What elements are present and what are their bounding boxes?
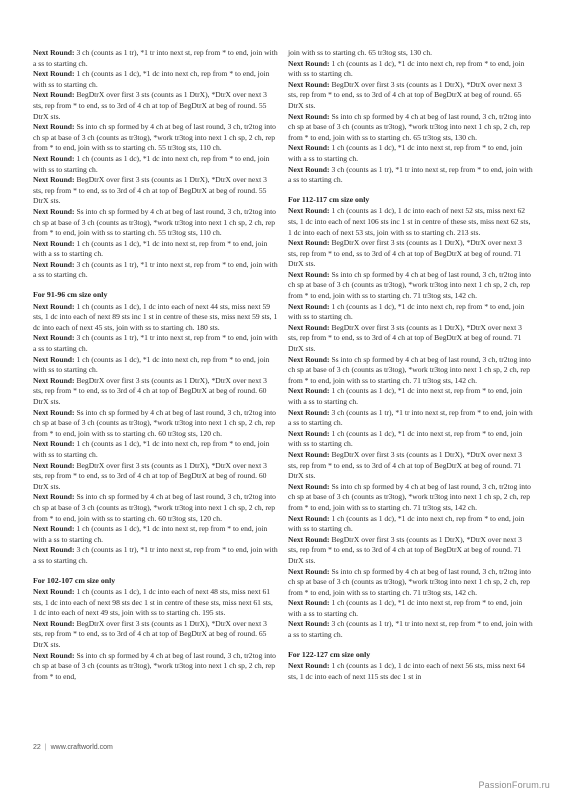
instruction-text: 3 ch (counts as 1 tr), *1 tr into next st, rep from * to end, join with a ss to starting ch. bbox=[288, 164, 533, 185]
instruction-text: 1 ch (counts as 1 dc), *1 dc into next st, rep from * to end, join with a ss to starting ch. bbox=[288, 386, 523, 406]
round-label: Next Round: bbox=[288, 661, 330, 671]
instruction-paragraph bbox=[288, 48, 533, 59]
instruction-text: BegDtrX over first 3 sts (counts as 1 DtrX), *DtrX over next 3 sts, rep from * to end, ss to 3rd of 4 ch at top of BegDtrX at beg of round. 71 DtrX sts. bbox=[288, 449, 522, 481]
round-label: Next Round: bbox=[33, 301, 75, 311]
instruction-text: BegDtrX over first 3 sts (counts as 1 DtrX), *DtrX over next 3 sts, rep from * to end, ss to 3rd of 4 ch at top of BegDtrX at beg of round. 60 DtrX sts. bbox=[33, 460, 267, 491]
instruction-text: 1 ch (counts as 1 dc), 1 dc into each of next 56 sts, miss next 64 sts, 1 dc into each of next 115 sts dec 1 st in bbox=[288, 661, 526, 681]
instruction-paragraph bbox=[288, 619, 533, 640]
section-heading: For 102-107 cm size only bbox=[33, 575, 116, 585]
round-label: Next Round: bbox=[33, 587, 75, 597]
instruction-paragraph bbox=[288, 302, 533, 323]
instruction-text: join with ss to starting ch. 65 tr3tog sts, 130 ch. bbox=[288, 48, 433, 57]
round-label: Next Round: bbox=[288, 428, 330, 438]
instruction-paragraph bbox=[33, 651, 278, 683]
round-label: Next Round: bbox=[288, 619, 330, 629]
instruction-paragraph bbox=[288, 270, 533, 302]
round-label: Next Round: bbox=[288, 269, 330, 279]
instruction-text: Ss into ch sp formed by 4 ch at beg of last round, 3 ch, tr2tog into ch sp at base of 3 ch (counts as tr3tog), *work tr3tog into next 1 ch sp, 2 ch, rep from * to end, join with ss to starting ch. 65 tr3tog sts, 130 ch. bbox=[288, 111, 531, 142]
instruction-text: 1 ch (counts as 1 dc), *1 dc into next st, rep from * to end, join with a ss to starting ch. bbox=[33, 238, 268, 259]
instruction-paragraph bbox=[33, 461, 278, 493]
instruction-text: 1 ch (counts as 1 dc), *1 dc into next ch, rep from * to end, join with ss to starting ch. bbox=[288, 58, 525, 79]
instruction-paragraph bbox=[288, 408, 533, 429]
instruction-paragraph bbox=[288, 482, 533, 514]
round-label: Next Round: bbox=[288, 566, 330, 576]
instruction-text: 1 ch (counts as 1 dc), *1 dc into next st, rep from * to end, join with a ss to starting ch. bbox=[33, 524, 268, 544]
instruction-paragraph bbox=[33, 69, 278, 90]
section-heading: For 112-117 cm size only bbox=[288, 194, 370, 204]
section-heading: For 122-127 cm size only bbox=[288, 649, 371, 659]
instruction-text: BegDtrX over first 3 sts (counts as 1 DtrX), *DtrX over next 3 sts, rep from * to end, ss to 3rd of 4 ch at top of BegDtrX at beg of round. 71 DtrX sts. bbox=[288, 322, 522, 354]
round-label: Next Round: bbox=[33, 90, 75, 100]
watermark: PassionForum.ru bbox=[478, 780, 550, 790]
round-label: Next Round: bbox=[33, 259, 75, 269]
round-label: Next Round: bbox=[33, 122, 75, 132]
instruction-paragraph bbox=[33, 619, 278, 651]
round-label: Next Round: bbox=[288, 407, 330, 417]
instruction-text: 1 ch (counts as 1 dc), *1 dc into next ch, rep from * to end, join with ss to starting ch. bbox=[33, 439, 270, 459]
instruction-text: 1 ch (counts as 1 dc), 1 dc into each of next 52 sts, miss next 62 sts, 1 dc into each of next 106 sts inc 1 st in centre of these sts, miss next 62 sts, 1 dc into each of next 53 sts, join with ss to starting ch. 213 sts. bbox=[288, 206, 531, 237]
instruction-paragraph bbox=[33, 333, 278, 354]
left-column bbox=[33, 48, 278, 682]
round-label: Next Round: bbox=[288, 111, 330, 121]
round-label: Next Round: bbox=[33, 524, 75, 534]
instruction-paragraph bbox=[288, 567, 533, 599]
instruction-text: BegDtrX over first 3 sts (counts as 1 DtrX), *DtrX over next 3 sts, rep from * to end, ss to 3rd of 4 ch at top of BegDtrX at beg of round. 65 DtrX sts. bbox=[33, 618, 267, 650]
round-label: Next Round: bbox=[33, 48, 75, 57]
website-link[interactable]: www.craftworld.com bbox=[50, 744, 113, 751]
instruction-paragraph bbox=[288, 535, 533, 567]
round-label: Next Round: bbox=[33, 492, 75, 502]
instruction-text: Ss into ch sp formed by 4 ch at beg of last round, 3 ch, tr2tog into ch sp at base of 3 ch (counts as tr3tog), *work tr3tog into next 1 ch sp, 2 ch, rep from * to end, join with ss to starting ch. 71 tr3tog sts, 142 ch. bbox=[288, 269, 531, 301]
round-label: Next Round: bbox=[288, 322, 330, 332]
instruction-text: 1 ch (counts as 1 dc), *1 dc into next st, rep from * to end, join with a ss to starting ch. bbox=[288, 598, 523, 618]
instruction-paragraph bbox=[288, 450, 533, 482]
instruction-paragraph bbox=[33, 376, 278, 408]
round-label: Next Round: bbox=[288, 79, 330, 89]
instruction-paragraph bbox=[288, 143, 533, 164]
round-label: Next Round: bbox=[33, 545, 75, 555]
instruction-paragraph bbox=[33, 90, 278, 122]
instruction-paragraph bbox=[33, 492, 278, 524]
round-label: Next Round: bbox=[33, 618, 75, 628]
page-number: 22 bbox=[33, 744, 41, 751]
instruction-text: BegDtrX over first 3 sts (counts as 1 DtrX), *DtrX over next 3 sts, rep from * to end, ss to 3rd of 4 ch at top of BegDtrX at beg of round. 65 DtrX sts. bbox=[288, 79, 522, 110]
instruction-text: BegDtrX over first 3 sts (counts as 1 DtrX), *DtrX over next 3 sts, rep from * to end, ss to 3rd of 4 ch at top of BegDtrX at beg of round. 55 DtrX sts. bbox=[33, 90, 267, 121]
instruction-text: Ss into ch sp formed by 4 ch at beg of last round, 3 ch, tr2tog into ch sp at base of 3 ch (counts as tr3tog), *work tr3tog into next 1 ch sp, 2 ch, rep from * to end, join with ss to starting ch. 71 tr3tog sts, 142 ch. bbox=[288, 566, 531, 597]
round-label: Next Round: bbox=[288, 354, 330, 364]
instruction-text: Ss into ch sp formed by 4 ch at beg of last round, 3 ch, tr2tog into ch sp at base of 3 ch (counts as tr3tog), *work tr3tog into next 1 ch sp, 2 ch, rep from * to end, join with ss to starting ch. 71 tr3tog sts, 142 ch. bbox=[288, 481, 531, 512]
round-label: Next Round: bbox=[33, 206, 75, 216]
instruction-paragraph bbox=[288, 206, 533, 238]
instruction-text: BegDtrX over first 3 sts (counts as 1 DtrX), *DtrX over next 3 sts, rep from * to end, ss to 3rd of 4 ch at top of BegDtrX at beg of round. 60 DtrX sts. bbox=[33, 375, 267, 406]
instruction-paragraph bbox=[33, 207, 278, 239]
round-label: Next Round: bbox=[288, 58, 330, 68]
instruction-paragraph bbox=[288, 238, 533, 270]
instruction-text: 1 ch (counts as 1 dc), 1 dc into each of next 44 sts, miss next 59 sts, 1 dc into each of next 89 sts inc 1 st in centre of these sts, miss next 59 sts, 1 dc into each of next 45 sts, join with ss to starting ch. 180 sts. bbox=[33, 301, 278, 332]
instruction-paragraph bbox=[288, 112, 533, 144]
instruction-paragraph bbox=[33, 154, 278, 175]
round-label: Next Round: bbox=[288, 386, 330, 396]
instruction-text: Ss into ch sp formed by 4 ch at beg of last round, 3 ch, tr2tog into ch sp at base of 3 ch (counts as tr3tog), *work tr3tog into next 1 ch sp, 2 ch, rep from * to end, join with ss to starting ch. 60 tr3tog sts, 120 ch. bbox=[33, 407, 276, 438]
instruction-paragraph bbox=[33, 239, 278, 260]
round-label: Next Round: bbox=[288, 513, 330, 523]
round-label: Next Round: bbox=[33, 375, 75, 385]
instruction-paragraph bbox=[33, 175, 278, 207]
round-label: Next Round: bbox=[33, 460, 75, 470]
instruction-text: 1 ch (counts as 1 dc), *1 dc into next ch, rep from * to end, join with ss to starting ch. bbox=[33, 69, 270, 89]
instruction-text: 1 ch (counts as 1 dc), *1 dc into next ch, rep from * to end, join with ss to starting ch. bbox=[288, 301, 525, 322]
round-label: Next Round: bbox=[288, 481, 330, 491]
instruction-paragraph bbox=[288, 598, 533, 619]
instruction-paragraph bbox=[33, 48, 278, 69]
round-label: Next Round: bbox=[33, 333, 75, 343]
instruction-text: 3 ch (counts as 1 tr), *1 tr into next st, rep from * to end, join with a ss to starting ch. bbox=[33, 259, 278, 280]
footer-separator: | bbox=[44, 744, 47, 751]
round-label: Next Round: bbox=[288, 143, 330, 153]
round-label: Next Round: bbox=[288, 164, 330, 174]
instruction-text: 1 ch (counts as 1 dc), *1 dc into next ch, rep from * to end, join with ss to starting ch. bbox=[33, 354, 270, 375]
instruction-text: Ss into ch sp formed by 4 ch at beg of last round, 3 ch, tr2tog into ch sp at base of 3 ch (counts as tr3tog), *work tr3tog into next 1 ch sp, 2 ch, rep from * to end, bbox=[33, 650, 276, 681]
instruction-text: Ss into ch sp formed by 4 ch at beg of last round, 3 ch, tr2tog into ch sp at base of 3 ch (counts as tr3tog), *work tr3tog into next 1 ch sp, 2 ch, rep from * to end, join with ss to starting ch. 71 tr3tog sts, 142 ch. bbox=[288, 354, 531, 385]
instruction-paragraph bbox=[288, 165, 533, 186]
section-heading: For 91-96 cm size only bbox=[33, 290, 108, 300]
instruction-text: 3 ch (counts as 1 tr), *1 tr into next st, rep from * to end, join with a ss to starting ch. bbox=[33, 333, 278, 354]
instruction-text: BegDtrX over first 3 sts (counts as 1 DtrX), *DtrX over next 3 sts, rep from * to end, ss to 3rd of 4 ch at top of BegDtrX at beg of round. 55 DtrX sts. bbox=[33, 175, 267, 206]
instruction-text: BegDtrX over first 3 sts (counts as 1 DtrX), *DtrX over next 3 sts, rep from * to end, ss to 3rd of 4 ch at top of BegDtrX at beg of round. 71 DtrX sts. bbox=[288, 238, 522, 269]
round-label: Next Round: bbox=[288, 301, 330, 311]
instruction-text: BegDtrX over first 3 sts (counts as 1 DtrX), *DtrX over next 3 sts, rep from * to end, ss to 3rd of 4 ch at top of BegDtrX at beg of round. 71 DtrX sts. bbox=[288, 534, 522, 565]
round-label: Next Round: bbox=[288, 449, 330, 459]
round-label: Next Round: bbox=[33, 153, 75, 163]
round-label: Next Round: bbox=[288, 206, 330, 216]
instruction-text: 3 ch (counts as 1 tr), *1 tr into next st, rep from * to end, join with a ss to starting ch. bbox=[33, 48, 278, 68]
instruction-paragraph bbox=[33, 545, 278, 566]
instruction-text: Ss into ch sp formed by 4 ch at beg of last round, 3 ch, tr2tog into ch sp at base of 3 ch (counts as tr3tog), *work tr3tog into next 1 ch sp, 2 ch, rep from * to end, join with ss to starting ch. 60 tr3tog sts, 120 ch. bbox=[33, 492, 276, 523]
instruction-paragraph bbox=[288, 429, 533, 450]
instruction-paragraph bbox=[288, 661, 533, 682]
instruction-paragraph bbox=[33, 122, 278, 154]
round-label: Next Round: bbox=[33, 354, 75, 364]
round-label: Next Round: bbox=[288, 238, 330, 248]
instruction-paragraph bbox=[288, 80, 533, 112]
round-label: Next Round: bbox=[33, 69, 75, 79]
instruction-paragraph bbox=[288, 514, 533, 535]
instruction-text: 3 ch (counts as 1 tr), *1 tr into next st, rep from * to end, join with a ss to starting ch. bbox=[288, 407, 533, 428]
instruction-paragraph bbox=[288, 355, 533, 387]
instruction-text: 1 ch (counts as 1 dc), *1 dc into next ch, rep from * to end, join with ss to starting ch. bbox=[288, 513, 525, 534]
instruction-text: 3 ch (counts as 1 tr), *1 tr into next st, rep from * to end, join with a ss to starting ch. bbox=[33, 545, 278, 565]
round-label: Next Round: bbox=[33, 175, 75, 185]
instruction-text: 3 ch (counts as 1 tr), *1 tr into next st, rep from * to end, join with a ss to starting ch. bbox=[288, 619, 533, 640]
round-label: Next Round: bbox=[288, 598, 330, 608]
instruction-text: 1 ch (counts as 1 dc), *1 dc into next st, rep from * to end, join with ss to starting ch. bbox=[288, 428, 523, 449]
round-label: Next Round: bbox=[33, 238, 75, 248]
round-label: Next Round: bbox=[33, 407, 75, 417]
round-label: Next Round: bbox=[33, 650, 75, 660]
instruction-paragraph bbox=[33, 408, 278, 440]
instruction-paragraph bbox=[33, 302, 278, 334]
instruction-text: 1 ch (counts as 1 dc), *1 dc into next st, rep from * to end, join with a ss to starting ch. bbox=[288, 143, 523, 163]
instruction-paragraph bbox=[33, 524, 278, 545]
instruction-text: 1 ch (counts as 1 dc), *1 dc into next ch, rep from * to end, join with ss to starting ch. bbox=[33, 153, 270, 174]
instruction-text: Ss into ch sp formed by 4 ch at beg of last round, 3 ch, tr2tog into ch sp at base of 3 ch (counts as tr3tog), *work tr3tog into next 1 ch sp, 2 ch, rep from * to end, join with ss to starting ch. 55 tr3tog sts, 110 ch. bbox=[33, 122, 276, 153]
page-footer bbox=[33, 744, 113, 751]
instruction-paragraph bbox=[288, 59, 533, 80]
round-label: Next Round: bbox=[288, 534, 330, 544]
instruction-text: 1 ch (counts as 1 dc), 1 dc into each of next 48 sts, miss next 61 sts, 1 dc into each of next 98 sts dec 1 st in centre of these sts, miss next 61 sts, 1 dc into each of next 49 sts, join with ss to starting ch. 195 sts. bbox=[33, 587, 273, 618]
right-column bbox=[288, 48, 533, 682]
instruction-paragraph bbox=[288, 386, 533, 407]
instruction-paragraph bbox=[33, 355, 278, 376]
instruction-paragraph bbox=[33, 260, 278, 281]
round-label: Next Round: bbox=[33, 439, 75, 449]
instruction-paragraph bbox=[33, 587, 278, 619]
instruction-paragraph bbox=[33, 439, 278, 460]
instruction-text: Ss into ch sp formed by 4 ch at beg of last round, 3 ch, tr2tog into ch sp at base of 3 ch (counts as tr3tog), *work tr3tog into next 1 ch sp, 2 ch, rep from * to end, join with ss to starting ch. 55 tr3tog sts, 110 ch. bbox=[33, 206, 276, 238]
instruction-paragraph bbox=[288, 323, 533, 355]
